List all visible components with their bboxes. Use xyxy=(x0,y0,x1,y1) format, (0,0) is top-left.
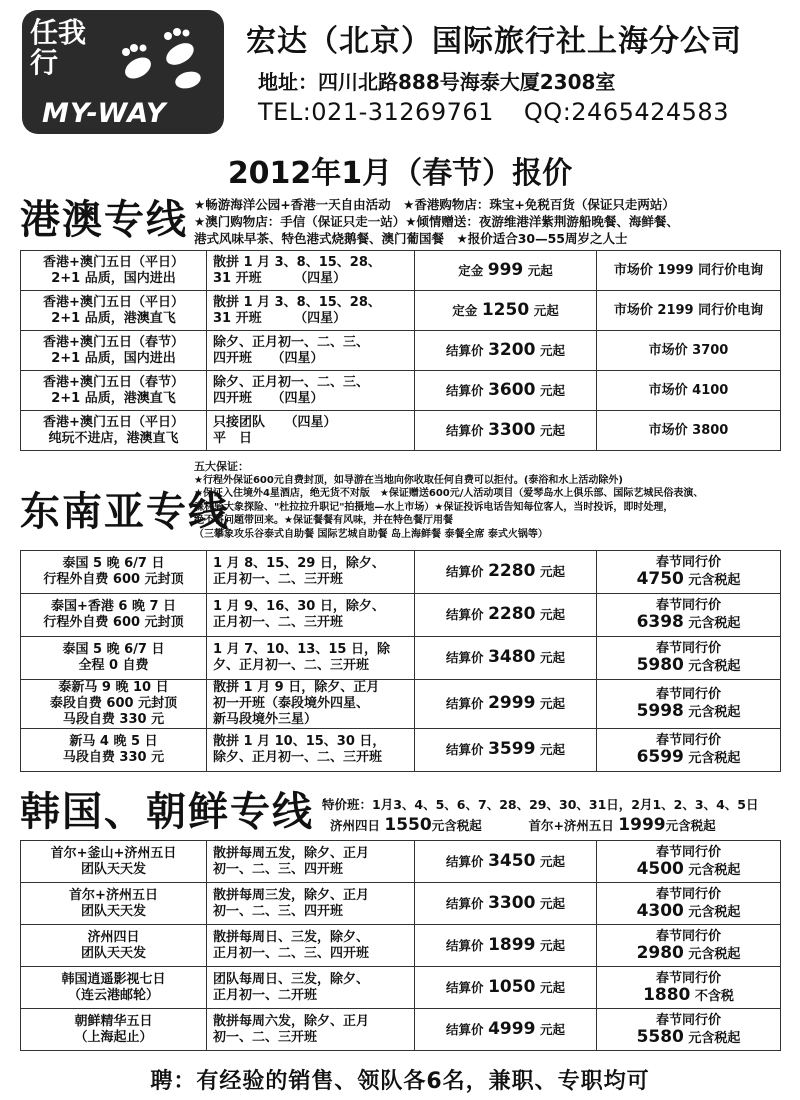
route-line: 香港+澳门五日（平日） xyxy=(43,254,184,270)
price-suffix: 元起 xyxy=(533,302,559,318)
table-row xyxy=(21,251,781,291)
market-price-value: 4750 xyxy=(636,569,684,589)
page-title: 2012年1月（春节）报价 xyxy=(227,156,573,191)
schedule-line: 平 日 xyxy=(213,430,253,446)
table-row xyxy=(21,291,781,331)
route-line: 团队天天发 xyxy=(80,903,146,919)
market-price-cell xyxy=(597,251,781,291)
market-label: 春节同行价 xyxy=(655,598,721,613)
price-suffix: 元起 xyxy=(539,607,565,622)
market-label: 春节同行价 xyxy=(655,886,721,902)
table-row xyxy=(21,411,781,451)
schedule-line: 散拼 1 月 10、15、30 日， xyxy=(213,734,386,749)
logo-chinese-text: 任我行 xyxy=(30,16,87,79)
market-price-cell xyxy=(597,841,781,883)
market-price-cell xyxy=(597,331,781,371)
price-label: 结算价 xyxy=(446,564,484,579)
schedule-cell xyxy=(207,925,415,967)
price-cell xyxy=(415,331,597,371)
price-suffix: 元起 xyxy=(539,564,565,579)
price-suffix: 元起 xyxy=(539,382,565,398)
schedule-line: 散拼每周三发，除夕、正月 xyxy=(213,887,370,903)
market-price-line xyxy=(599,571,778,589)
price-cell xyxy=(415,925,597,967)
route-cell xyxy=(21,331,207,371)
schedule-cell xyxy=(207,551,415,594)
hk-feature-line: ★澳门购物店：手信（保证只走一站）★倾情赠送：夜游维港洋紫荆游船晚餐、海鲜餐、 xyxy=(194,214,679,229)
schedule-cell xyxy=(207,411,415,451)
market-price-suffix: 元含税起 xyxy=(688,946,741,962)
route-line: 香港+澳门五日（平日） xyxy=(43,414,184,430)
schedule-line: 初一开班（泰段境外四星、 xyxy=(213,696,370,711)
special-offer-prices xyxy=(330,815,800,835)
price-cell xyxy=(415,637,597,680)
schedule-line: 正月初一、二、三、四开班 xyxy=(213,945,370,961)
schedule-line: 只接团队 （四星） xyxy=(213,414,337,430)
price-value: 999 xyxy=(487,259,524,280)
route-cell xyxy=(21,841,207,883)
market-label: 春节同行价 xyxy=(655,1012,721,1028)
guarantee-line: 绝不将问题带回来。★保证餐餐有风味，并在特色餐厅用餐 xyxy=(194,515,453,526)
special-dates: 1月3、4、5、6、7、28、29、30、31日，2月1、2、3、4、5日 xyxy=(372,797,759,812)
table-row xyxy=(21,925,781,967)
price-cell xyxy=(415,680,597,729)
schedule-cell xyxy=(207,637,415,680)
market-price-cell xyxy=(597,594,781,637)
section-title-korea: 韩国、朝鲜专线 xyxy=(20,788,314,835)
special-label: 特价班： xyxy=(322,797,373,812)
table-row xyxy=(21,729,781,772)
price-cell xyxy=(415,371,597,411)
market-price-line xyxy=(599,614,778,632)
market-price-value: 1880 xyxy=(643,984,691,1005)
route-line: 新马 4 晚 5 日 xyxy=(69,734,158,749)
section-title-hk-macau: 港澳专线 xyxy=(20,196,188,243)
price-label: 结算价 xyxy=(446,696,484,711)
schedule-cell xyxy=(207,967,415,1009)
market-label: 春节同行价 xyxy=(655,970,721,986)
table-row xyxy=(21,1009,781,1051)
jeju-offer-suffix: 元含税起 xyxy=(431,818,482,833)
market-price-suffix: 元含税起 xyxy=(688,751,741,766)
route-line: 纯玩不进店，港澳直飞 xyxy=(48,430,179,446)
price-value: 3300 xyxy=(488,419,536,440)
table-row xyxy=(21,883,781,925)
schedule-line: 散拼每周五发，除夕、正月 xyxy=(213,845,370,861)
sea-guarantees xyxy=(194,460,794,541)
price-cell xyxy=(415,291,597,331)
market-price-value: 5580 xyxy=(636,1026,684,1047)
price-suffix: 元起 xyxy=(539,650,565,665)
price-label: 结算价 xyxy=(446,650,484,665)
market-label: 春节同行价 xyxy=(655,733,721,748)
schedule-line: 初一、二、三、四开班 xyxy=(213,861,344,877)
market-price-suffix: 元含税起 xyxy=(688,616,741,631)
route-line: 团队天天发 xyxy=(80,861,146,877)
route-line: 2+1 品质，国内进出 xyxy=(51,270,176,286)
market-price-text: 市场价 2199 同行价电询 xyxy=(613,302,764,318)
table-row xyxy=(21,680,781,729)
hk-features xyxy=(194,196,794,247)
table-row xyxy=(21,967,781,1009)
route-line: 2+1 品质，国内进出 xyxy=(51,350,176,366)
route-cell xyxy=(21,251,207,291)
schedule-line: 团队每周日、三发，除夕、 xyxy=(213,971,370,987)
schedule-line: 正月初一、二、三开班 xyxy=(213,615,344,630)
market-price-suffix: 元含税起 xyxy=(688,1030,741,1046)
price-value: 2280 xyxy=(488,604,536,624)
price-value: 4999 xyxy=(488,1018,536,1039)
price-suffix: 元起 xyxy=(539,895,565,911)
price-suffix: 元起 xyxy=(539,979,565,995)
price-cell xyxy=(415,883,597,925)
route-cell xyxy=(21,371,207,411)
price-value: 3300 xyxy=(488,892,536,913)
table-row xyxy=(21,371,781,411)
telephone: TEL:021-31269761 xyxy=(258,98,494,126)
schedule-cell xyxy=(207,291,415,331)
price-label: 定金 xyxy=(458,262,484,278)
route-line: 泰新马 9 晚 10 日 xyxy=(58,680,169,695)
hk-feature-line: ★畅游海洋公园+香港一天自由活动 ★香港购物店：珠宝+免税百货（保证只走两站） xyxy=(194,197,675,212)
price-label: 结算价 xyxy=(446,853,484,869)
company-address: 地址：四川北路888号海泰大厦2308室 xyxy=(258,70,616,94)
market-price-text: 市场价 3800 xyxy=(648,422,729,438)
route-line: 香港+澳门五日（平日） xyxy=(43,294,184,310)
price-suffix: 元起 xyxy=(539,853,565,869)
schedule-line: 1 月 9、16、30 日，除夕、 xyxy=(213,599,385,614)
route-line: 泰国+香港 6 晚 7 日 xyxy=(50,599,177,614)
market-price-cell xyxy=(597,967,781,1009)
route-line: 行程外自费 600 元封顶 xyxy=(43,572,184,587)
price-label: 结算价 xyxy=(446,895,484,911)
korea-price-table xyxy=(20,840,781,1051)
guarantee-line: ★行程外保证600元自费封顶，如导游在当地向你收取任何自费可以拒付。(泰浴和水上活动除外) xyxy=(194,474,623,486)
seoul-offer-price: 1999 xyxy=(618,815,666,835)
price-value: 3450 xyxy=(488,850,536,871)
market-price-value: 6599 xyxy=(636,747,684,767)
market-label: 春节同行价 xyxy=(655,928,721,944)
market-label: 春节同行价 xyxy=(655,555,721,570)
market-price-value: 5980 xyxy=(636,655,684,675)
market-price-suffix: 元含税起 xyxy=(688,862,741,878)
route-line: 2+1 品质，港澳直飞 xyxy=(51,390,176,406)
route-line: 首尔+釜山+济州五日 xyxy=(50,845,177,861)
table-row xyxy=(21,637,781,680)
table-row xyxy=(21,594,781,637)
route-line: 朝鲜精华五日 xyxy=(74,1013,153,1029)
price-value: 3200 xyxy=(488,339,536,360)
price-suffix: 元起 xyxy=(527,262,553,278)
price-cell xyxy=(415,967,597,1009)
route-cell xyxy=(21,967,207,1009)
route-cell xyxy=(21,1009,207,1051)
route-line: 韩国逍遥影视七日 xyxy=(61,971,166,987)
price-label: 结算价 xyxy=(446,742,484,757)
route-line: （连云港邮轮） xyxy=(67,987,159,1003)
footprints-icon xyxy=(110,24,214,94)
section-title-southeast-asia: 东南亚专线 xyxy=(20,488,230,535)
schedule-cell xyxy=(207,883,415,925)
table-row xyxy=(21,841,781,883)
price-cell xyxy=(415,594,597,637)
market-price-cell xyxy=(597,371,781,411)
route-cell xyxy=(21,411,207,451)
table-row xyxy=(21,331,781,371)
market-price-suffix: 元含税起 xyxy=(688,659,741,674)
schedule-line: 31 开班 （四星） xyxy=(213,310,347,326)
route-cell xyxy=(21,680,207,729)
price-label: 结算价 xyxy=(446,342,484,358)
schedule-cell xyxy=(207,680,415,729)
schedule-line: 四开班 （四星） xyxy=(213,390,324,406)
schedule-cell xyxy=(207,1009,415,1051)
route-line: 行程外自费 600 元封顶 xyxy=(43,615,184,630)
guarantee-heading: 五大保证： xyxy=(194,460,249,473)
route-line: 全程 0 自费 xyxy=(78,658,149,673)
market-price-cell xyxy=(597,680,781,729)
guarantee-line: ★保证入住境外4星酒店，绝无货不对版 ★保证赠送600元/人活动项目（爱琴岛水上俱乐部、国际艺城民俗表演、 xyxy=(194,488,704,499)
table-row xyxy=(21,551,781,594)
market-price-line xyxy=(599,749,778,767)
market-price-suffix: 元含税起 xyxy=(688,904,741,920)
seoul-offer-suffix: 元含税起 xyxy=(665,818,716,833)
route-cell xyxy=(21,883,207,925)
price-suffix: 元起 xyxy=(539,342,565,358)
schedule-line: 正月初一、二、三开班 xyxy=(213,572,344,587)
route-cell xyxy=(21,291,207,331)
price-suffix: 元起 xyxy=(539,742,565,757)
route-line: 香港+澳门五日（春节） xyxy=(43,334,184,350)
route-line: 首尔+济州五日 xyxy=(69,887,158,903)
price-suffix: 元起 xyxy=(539,1021,565,1037)
price-cell xyxy=(415,841,597,883)
seoul-offer-label: 首尔+济州五日 xyxy=(528,818,614,833)
route-line: 泰国 5 晚 6/7 日 xyxy=(62,642,165,657)
price-cell xyxy=(415,551,597,594)
market-price-line xyxy=(599,703,778,721)
price-value: 1899 xyxy=(488,934,536,955)
jeju-offer-price: 1550 xyxy=(384,815,432,835)
schedule-line: 31 开班 （四星） xyxy=(213,270,347,286)
route-line: 济州四日 xyxy=(87,929,140,945)
schedule-cell xyxy=(207,251,415,291)
price-cell xyxy=(415,251,597,291)
market-price-line xyxy=(599,942,778,963)
price-suffix: 元起 xyxy=(539,696,565,711)
route-line: 泰国 5 晚 6/7 日 xyxy=(62,556,165,571)
schedule-cell xyxy=(207,729,415,772)
schedule-line: 散拼每周日、三发，除夕、 xyxy=(213,929,370,945)
price-cell xyxy=(415,729,597,772)
schedule-line: 新马段境外三星） xyxy=(213,712,318,727)
price-value: 3600 xyxy=(488,379,536,400)
market-price-line xyxy=(599,984,778,1005)
guarantee-line: （三攀象攻乐谷泰式自助餐 国际艺城自助餐 岛上海鲜餐 泰餐全席 泰式火锅等） xyxy=(194,528,548,540)
market-price-value: 2980 xyxy=(636,942,684,963)
schedule-cell xyxy=(207,841,415,883)
company-logo xyxy=(22,10,224,134)
route-line: 马段自费 330 元 xyxy=(62,750,165,765)
market-label: 春节同行价 xyxy=(655,844,721,860)
market-label: 春节同行价 xyxy=(655,641,721,656)
route-cell xyxy=(21,637,207,680)
market-price-text: 市场价 4100 xyxy=(648,382,729,398)
market-price-cell xyxy=(597,1009,781,1051)
price-suffix: 元起 xyxy=(539,422,565,438)
market-price-suffix: 元含税起 xyxy=(688,573,741,588)
market-price-value: 4500 xyxy=(636,858,684,879)
price-value: 3480 xyxy=(488,647,536,667)
route-cell xyxy=(21,594,207,637)
schedule-cell xyxy=(207,331,415,371)
market-price-cell xyxy=(597,637,781,680)
price-label: 结算价 xyxy=(446,382,484,398)
route-cell xyxy=(21,925,207,967)
market-price-suffix: 不含税 xyxy=(694,988,734,1004)
schedule-line: 初一、二、三开班 xyxy=(213,1029,318,1045)
market-price-cell xyxy=(597,925,781,967)
market-price-cell xyxy=(597,729,781,772)
price-label: 结算价 xyxy=(446,607,484,622)
schedule-cell xyxy=(207,594,415,637)
price-label: 结算价 xyxy=(446,937,484,953)
schedule-line: 散拼 1 月 3、8、15、28、 xyxy=(213,294,381,310)
market-price-value: 6398 xyxy=(636,612,684,632)
price-label: 结算价 xyxy=(446,422,484,438)
price-value: 2999 xyxy=(488,693,536,713)
special-offer-dates xyxy=(322,795,792,813)
market-price-cell xyxy=(597,411,781,451)
route-line: 香港+澳门五日（春节） xyxy=(43,374,184,390)
schedule-line: 1 月 8、15、29 日，除夕、 xyxy=(213,556,385,571)
contact-line xyxy=(258,98,759,126)
logo-english-text: MY-WAY xyxy=(42,98,167,129)
price-value: 3599 xyxy=(488,739,536,759)
market-price-line xyxy=(599,858,778,879)
sea-price-table xyxy=(20,550,781,772)
route-line: （上海起止） xyxy=(74,1029,153,1045)
schedule-line: 散拼 1 月 9 日，除夕、正月 xyxy=(213,680,380,695)
route-line: 马段自费 330 元 xyxy=(62,712,165,727)
market-price-line xyxy=(599,900,778,921)
jeju-offer-label: 济州四日 xyxy=(330,818,381,833)
schedule-line: 四开班 （四星） xyxy=(213,350,324,366)
price-value: 1250 xyxy=(481,299,530,320)
market-price-value: 4300 xyxy=(636,900,684,921)
price-cell xyxy=(415,411,597,451)
schedule-line: 散拼 1 月 3、8、15、28、 xyxy=(213,254,381,270)
route-line: 2+1 品质，港澳直飞 xyxy=(51,310,176,326)
market-price-cell xyxy=(597,551,781,594)
price-suffix: 元起 xyxy=(539,937,565,953)
hk-feature-line: 港式风味早茶、特色港式烧鹅餐、澳门葡国餐 ★报价适合30—55周岁之人士 xyxy=(194,231,628,246)
route-line: 团队天天发 xyxy=(80,945,146,961)
schedule-line: 1 月 7、10、13、15 日，除 xyxy=(213,642,390,657)
market-label: 春节同行价 xyxy=(655,687,721,702)
schedule-line: 夕、正月初一、二、三开班 xyxy=(213,658,370,673)
schedule-line: 除夕、正月初一、二、三开班 xyxy=(213,750,383,765)
guarantee-line: 森林骑大象探险、"杜拉拉升职记"拍摄地—水上市场）★保证投诉电话告知每位客人，当时投诉，即时处理， xyxy=(194,501,674,513)
schedule-line: 正月初一、二开班 xyxy=(213,987,318,1003)
hk-price-table xyxy=(20,250,781,451)
schedule-line: 初一、二、三、四开班 xyxy=(213,903,344,919)
schedule-line: 散拼每周六发，除夕、正月 xyxy=(213,1013,370,1029)
price-cell xyxy=(415,1009,597,1051)
price-value: 2280 xyxy=(488,561,536,581)
market-price-text: 市场价 3700 xyxy=(648,342,729,358)
market-price-cell xyxy=(597,883,781,925)
qq-number: QQ:2465424583 xyxy=(523,98,729,126)
schedule-line: 除夕、正月初一、二、三、 xyxy=(213,334,370,350)
company-name: 宏达（北京）国际旅行社上海分公司 xyxy=(246,24,742,59)
market-price-suffix: 元含税起 xyxy=(688,705,741,720)
price-label: 定金 xyxy=(452,302,478,318)
market-price-text: 市场价 1999 同行价电询 xyxy=(613,262,764,278)
market-price-cell xyxy=(597,291,781,331)
schedule-line: 除夕、正月初一、二、三、 xyxy=(213,374,370,390)
route-line: 泰段自费 600 元封顶 xyxy=(49,696,178,711)
market-price-line xyxy=(599,657,778,675)
market-price-line xyxy=(599,1026,778,1047)
schedule-cell xyxy=(207,371,415,411)
route-cell xyxy=(21,551,207,594)
price-label: 结算价 xyxy=(446,1021,484,1037)
price-value: 1050 xyxy=(488,976,536,997)
market-price-value: 5998 xyxy=(636,701,684,721)
recruitment-notice: 聘：有经验的销售、领队各6名，兼职、专职均可 xyxy=(150,1069,650,1094)
route-cell xyxy=(21,729,207,772)
price-label: 结算价 xyxy=(446,979,484,995)
